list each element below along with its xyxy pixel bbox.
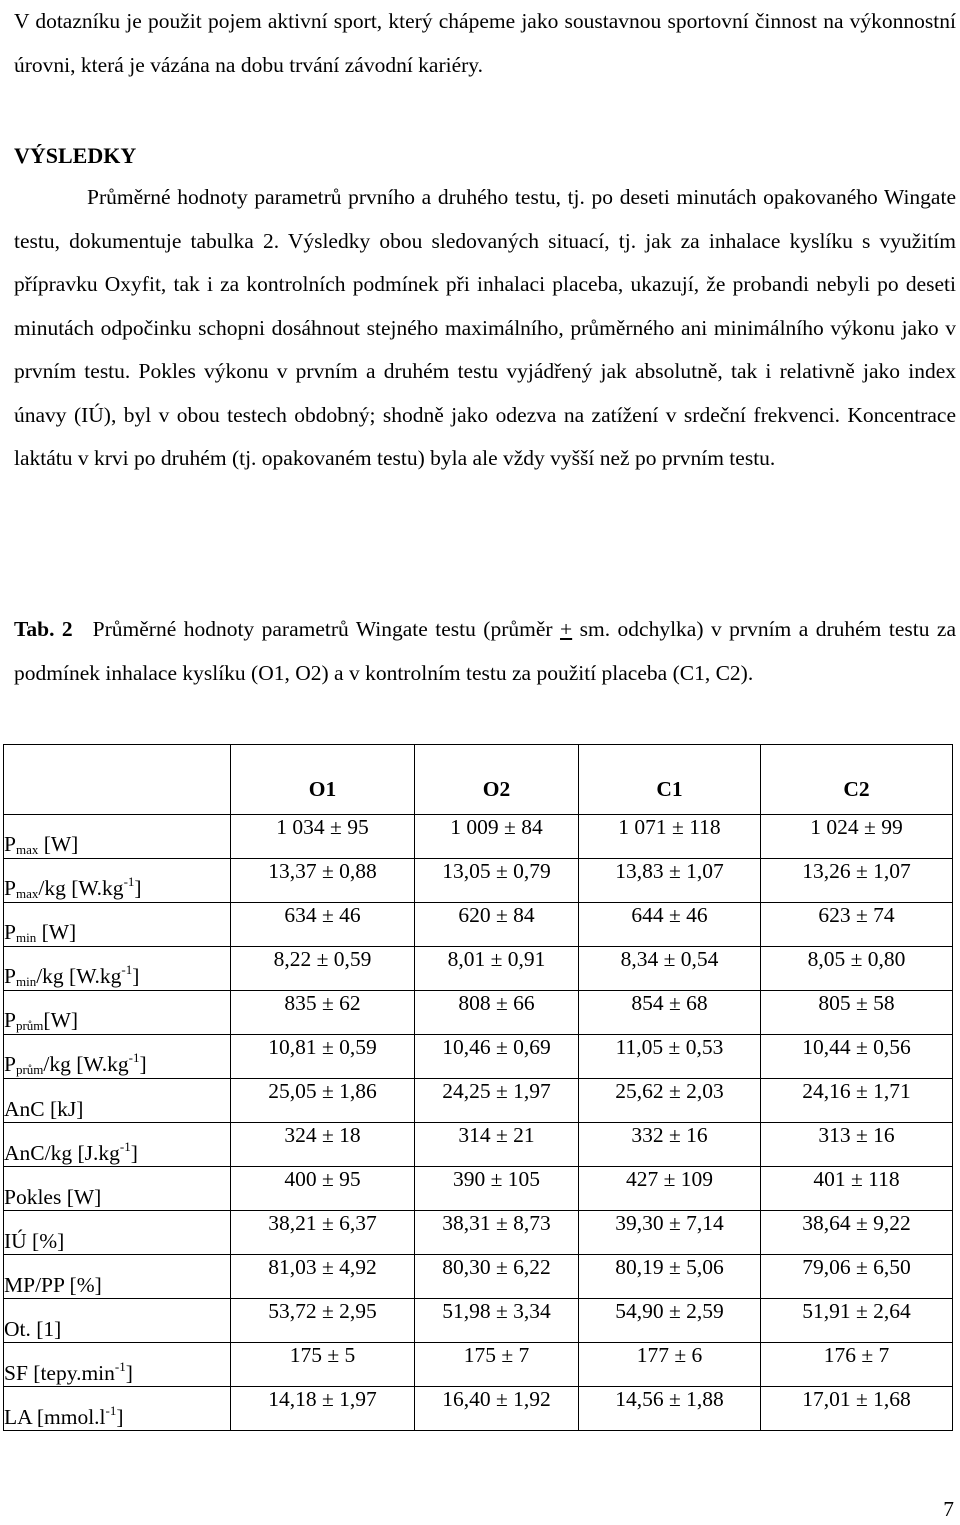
row-label-subscript: prům: [15, 1062, 44, 1077]
row-label-base: Ot. [1]: [4, 1317, 62, 1341]
table-cell-c1: 177 ± 6: [579, 1343, 761, 1387]
row-label-unit: [W]: [36, 920, 77, 944]
table-cell-c1: 8,34 ± 0,54: [579, 947, 761, 991]
row-label-subscript: min: [15, 930, 37, 945]
table-row: [4, 947, 953, 991]
table-cell-o1: 175 ± 5: [231, 1343, 415, 1387]
table-cell-o2: 808 ± 66: [415, 991, 579, 1035]
table-cell-o2: 620 ± 84: [415, 903, 579, 947]
table-cell-o2: 16,40 ± 1,92: [415, 1387, 579, 1431]
row-label-end: ]: [134, 876, 142, 900]
table-cell-c1: 80,19 ± 5,06: [579, 1255, 761, 1299]
row-label: [4, 1299, 231, 1343]
column-header-c1: C1: [579, 745, 761, 815]
table-cell-o2: 1 009 ± 84: [415, 815, 579, 859]
row-label-base: P: [4, 876, 16, 900]
table-cell-c1: 332 ± 16: [579, 1123, 761, 1167]
row-label-unit: [W]: [43, 1008, 79, 1032]
table-cell-c1: 644 ± 46: [579, 903, 761, 947]
table-cell-c2: 8,05 ± 0,80: [761, 947, 953, 991]
table-body: [4, 815, 953, 1431]
table-caption-text-after: sm. odchylka) v prvním a druhém testu za podmínek inhalace kyslíku (O1, O2) a v kontrolním testu za použití placeba (C1, C2).: [14, 617, 956, 685]
table-cell-c1: 13,83 ± 1,07: [579, 859, 761, 903]
row-label-base: P: [4, 1008, 16, 1032]
row-label-base: P: [4, 1052, 16, 1076]
table-cell-o1: 10,81 ± 0,59: [231, 1035, 415, 1079]
row-label-base: IÚ [%]: [4, 1229, 65, 1253]
row-label-end: ]: [130, 1141, 138, 1165]
table-cell-o1: 1 034 ± 95: [231, 815, 415, 859]
table-row: [4, 1167, 953, 1211]
table-cell-c2: 313 ± 16: [761, 1123, 953, 1167]
row-label: [4, 1387, 231, 1431]
column-header-o2: O2: [415, 745, 579, 815]
table-cell-o2: 38,31 ± 8,73: [415, 1211, 579, 1255]
row-label-base: P: [4, 920, 16, 944]
table-row: [4, 1299, 953, 1343]
table-cell-c1: 54,90 ± 2,59: [579, 1299, 761, 1343]
row-label-base: P: [4, 964, 16, 988]
intro-paragraph: V dotazníku je použit pojem aktivní sport, který chápeme jako soustavnou sportovní činnost na výkonnostní úrovni, která je vázána na dobu trvání závodní kariéry.: [14, 9, 956, 77]
row-label-subscript: max: [15, 842, 39, 857]
table-row: [4, 903, 953, 947]
results-heading: VÝSLEDKY: [14, 143, 137, 168]
table-corner-cell: [4, 745, 231, 815]
results-table: [3, 744, 953, 1431]
page-number: 7: [943, 1497, 954, 1521]
table-row: [4, 859, 953, 903]
table-cell-o2: 10,46 ± 0,69: [415, 1035, 579, 1079]
table-cell-o1: 53,72 ± 2,95: [231, 1299, 415, 1343]
table-cell-o2: 13,05 ± 0,79: [415, 859, 579, 903]
column-header-c2: C2: [761, 745, 953, 815]
row-label-unit: [W]: [38, 832, 79, 856]
row-label-unit: /kg [W.kg: [43, 1052, 129, 1076]
row-label: [4, 1343, 231, 1387]
row-label-base: LA [mmol.l: [4, 1405, 106, 1429]
table-cell-o1: 400 ± 95: [231, 1167, 415, 1211]
row-label: [4, 1167, 231, 1211]
row-label: [4, 859, 231, 903]
table-caption-label: Tab. 2: [14, 617, 73, 641]
row-label-superscript: -1: [121, 962, 133, 977]
table-cell-o2: 80,30 ± 6,22: [415, 1255, 579, 1299]
table-cell-o2: 175 ± 7: [415, 1343, 579, 1387]
row-label-superscript: -1: [128, 1050, 140, 1065]
table-cell-c2: 17,01 ± 1,68: [761, 1387, 953, 1431]
table-cell-c2: 1 024 ± 99: [761, 815, 953, 859]
table-cell-o1: 25,05 ± 1,86: [231, 1079, 415, 1123]
row-label-base: Pokles [W]: [4, 1185, 102, 1209]
table-cell-o1: 14,18 ± 1,97: [231, 1387, 415, 1431]
row-label-unit: /kg [W.kg: [36, 964, 122, 988]
table-row: [4, 815, 953, 859]
row-label-superscript: -1: [123, 874, 135, 889]
row-label-base: P: [4, 832, 16, 856]
table-row: [4, 1387, 953, 1431]
table-cell-c1: 427 ± 109: [579, 1167, 761, 1211]
table-caption-text-before: Průměrné hodnoty parametrů Wingate testu (průměr: [92, 617, 561, 641]
table-cell-c2: 79,06 ± 6,50: [761, 1255, 953, 1299]
table-cell-c2: 805 ± 58: [761, 991, 953, 1035]
table-cell-c2: 51,91 ± 2,64: [761, 1299, 953, 1343]
row-label-base: MP/PP [%]: [4, 1273, 102, 1297]
row-label: [4, 903, 231, 947]
table-row: [4, 1035, 953, 1079]
table-cell-c2: 623 ± 74: [761, 903, 953, 947]
row-label-end: ]: [125, 1361, 133, 1385]
row-label-superscript: -1: [114, 1359, 126, 1374]
plus-minus-symbol: +: [560, 617, 573, 641]
table-caption: [14, 608, 956, 695]
row-label-base: SF [tepy.min: [4, 1361, 115, 1385]
table-cell-o1: 38,21 ± 6,37: [231, 1211, 415, 1255]
table-row: [4, 991, 953, 1035]
column-header-o1: O1: [231, 745, 415, 815]
table-cell-o2: 24,25 ± 1,97: [415, 1079, 579, 1123]
row-label-end: ]: [139, 1052, 147, 1076]
table-row: [4, 1079, 953, 1123]
table-cell-o1: 13,37 ± 0,88: [231, 859, 415, 903]
row-label-superscript: -1: [105, 1403, 117, 1418]
table-cell-o2: 8,01 ± 0,91: [415, 947, 579, 991]
table-cell-o2: 390 ± 105: [415, 1167, 579, 1211]
table-cell-o1: 634 ± 46: [231, 903, 415, 947]
table-row: [4, 1255, 953, 1299]
table-cell-c2: 13,26 ± 1,07: [761, 859, 953, 903]
table-cell-c1: 1 071 ± 118: [579, 815, 761, 859]
table-header-row: [4, 745, 953, 815]
row-label: [4, 1035, 231, 1079]
table-cell-c1: 39,30 ± 7,14: [579, 1211, 761, 1255]
row-label: [4, 1079, 231, 1123]
table-cell-o1: 324 ± 18: [231, 1123, 415, 1167]
table-cell-c2: 38,64 ± 9,22: [761, 1211, 953, 1255]
row-label: [4, 1255, 231, 1299]
row-label: [4, 991, 231, 1035]
row-label-superscript: -1: [119, 1139, 131, 1154]
row-label: [4, 947, 231, 991]
table-cell-c2: 176 ± 7: [761, 1343, 953, 1387]
table-cell-c1: 25,62 ± 2,03: [579, 1079, 761, 1123]
row-label: [4, 815, 231, 859]
table-cell-c2: 24,16 ± 1,71: [761, 1079, 953, 1123]
table-row: [4, 1123, 953, 1167]
row-label-base: AnC/kg [J.kg: [4, 1141, 120, 1165]
table-cell-c2: 10,44 ± 0,56: [761, 1035, 953, 1079]
table-row: [4, 1343, 953, 1387]
row-label-base: AnC [kJ]: [4, 1097, 84, 1121]
row-label-subscript: max: [15, 886, 39, 901]
table-cell-o2: 314 ± 21: [415, 1123, 579, 1167]
table-cell-c1: 854 ± 68: [579, 991, 761, 1035]
row-label-unit: /kg [W.kg: [38, 876, 124, 900]
row-label: [4, 1211, 231, 1255]
row-label-subscript: prům: [15, 1018, 44, 1033]
results-paragraph: Průměrné hodnoty parametrů prvního a druhého testu, tj. po deseti minutách opakovaného Wingate testu, dokumentuje tabulka 2. Výsledky obou sledovaných situací, tj. jak za inhalace kyslíku s využitím přípravku Oxyfit, tak i za kontrolních podmínek při inhalaci placeba, ukazují, že probandi nebyli po deseti minutách odpočinku schopni dosáhnout stejného maximálního, průměrného ani minimálního výkonu jako v prvním testu. Pokles výkonu v prvním a druhém testu vyjádřený jak absolutně, tak i relativně jako index únavy (IÚ), byl v obou testech obdobný; shodně jako odezva na zatížení v srdeční frekvenci. Koncentrace laktátu v krvi po druhém (tj. opakovaném testu) byla ale vždy vyšší než po prvním testu.: [14, 185, 956, 470]
table-cell-o2: 51,98 ± 3,34: [415, 1299, 579, 1343]
table-row: [4, 1211, 953, 1255]
row-label-end: ]: [132, 964, 140, 988]
table-cell-c2: 401 ± 118: [761, 1167, 953, 1211]
row-label: [4, 1123, 231, 1167]
row-label-subscript: min: [15, 974, 37, 989]
table-cell-o1: 81,03 ± 4,92: [231, 1255, 415, 1299]
table-cell-o1: 835 ± 62: [231, 991, 415, 1035]
table-cell-c1: 11,05 ± 0,53: [579, 1035, 761, 1079]
row-label-end: ]: [116, 1405, 124, 1429]
table-cell-o1: 8,22 ± 0,59: [231, 947, 415, 991]
table-cell-c1: 14,56 ± 1,88: [579, 1387, 761, 1431]
